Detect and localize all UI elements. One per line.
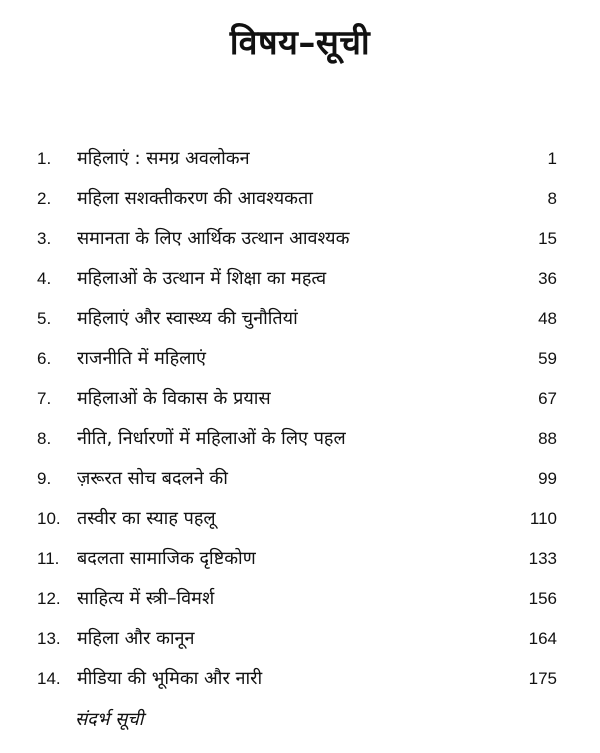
chapter-page-number: 67: [538, 389, 557, 408]
chapter-number: 13.: [37, 629, 61, 648]
toc-row: [0, 303, 600, 343]
chapter-page-number: 88: [538, 429, 557, 448]
chapter-number: 2.: [37, 189, 52, 208]
chapter-page-number: 164: [528, 629, 557, 648]
chapter-number: 6.: [37, 349, 52, 368]
chapter-title: बदलता सामाजिक दृष्टिकोण: [77, 548, 256, 569]
chapter-page-number: 36: [538, 269, 557, 288]
toc-row: [0, 463, 600, 503]
chapter-number: 9.: [37, 469, 52, 488]
chapter-title: महिलाओं के विकास के प्रयास: [77, 388, 271, 409]
chapter-title: राजनीति में महिलाएं: [77, 348, 206, 369]
toc-row: [0, 423, 600, 463]
chapter-number: 8.: [37, 429, 52, 448]
toc-row: [0, 143, 600, 183]
chapter-number: 4.: [37, 269, 52, 288]
chapter-page-number: 1: [547, 149, 557, 168]
chapter-page-number: 156: [528, 589, 557, 608]
toc-row: [0, 263, 600, 303]
chapter-page-number: 8: [547, 189, 557, 208]
chapter-number: 1.: [37, 149, 52, 168]
chapter-number: 14.: [37, 669, 61, 688]
chapter-title: महिलाओं के उत्थान में शिक्षा का महत्व: [77, 268, 327, 289]
page-title: विषय–सूची: [229, 23, 371, 63]
chapter-number: 3.: [37, 229, 52, 248]
chapter-page-number: 110: [529, 509, 557, 528]
chapter-title: साहित्य में स्त्री–विमर्श: [77, 588, 215, 609]
chapter-page-number: 15: [538, 229, 557, 248]
toc-row: [0, 583, 600, 623]
chapter-title: ज़रूरत सोच बदलने की: [77, 468, 228, 489]
toc-row: [0, 383, 600, 423]
bibliography-heading: संदर्भ सूची: [75, 709, 144, 730]
chapter-number: 5.: [37, 309, 52, 328]
chapter-number: 12.: [37, 589, 61, 608]
chapter-title: महिलाएं : समग्र अवलोकन: [77, 148, 250, 169]
chapter-title: नीति, निर्धारणों में महिलाओं के लिए पहल: [77, 428, 346, 449]
chapter-title: महिला सशक्तीकरण की आवश्यकता: [77, 188, 313, 209]
chapter-number: 10.: [37, 509, 61, 528]
toc-row: [0, 623, 600, 663]
toc-row: [0, 343, 600, 383]
chapter-page-number: 133: [528, 549, 557, 568]
table-of-contents: [0, 143, 600, 703]
chapter-page-number: 175: [528, 669, 557, 688]
toc-row: [0, 183, 600, 223]
chapter-page-number: 59: [538, 349, 557, 368]
toc-row: [0, 503, 600, 543]
chapter-page-number: 48: [538, 309, 557, 328]
chapter-title: समानता के लिए आर्थिक उत्थान आवश्यक: [77, 228, 350, 249]
chapter-title: तस्वीर का स्याह पहलू: [77, 508, 216, 529]
toc-row: [0, 223, 600, 263]
toc-row: [0, 663, 600, 703]
chapter-number: 11.: [37, 549, 60, 568]
chapter-number: 7.: [37, 389, 52, 408]
chapter-page-number: 99: [538, 469, 557, 488]
toc-row: [0, 543, 600, 583]
chapter-title: महिलाएं और स्वास्थ्य की चुनौतियां: [77, 308, 298, 329]
chapter-title: महिला और कानून: [77, 628, 195, 649]
chapter-title: मीडिया की भूमिका और नारी: [77, 668, 263, 689]
